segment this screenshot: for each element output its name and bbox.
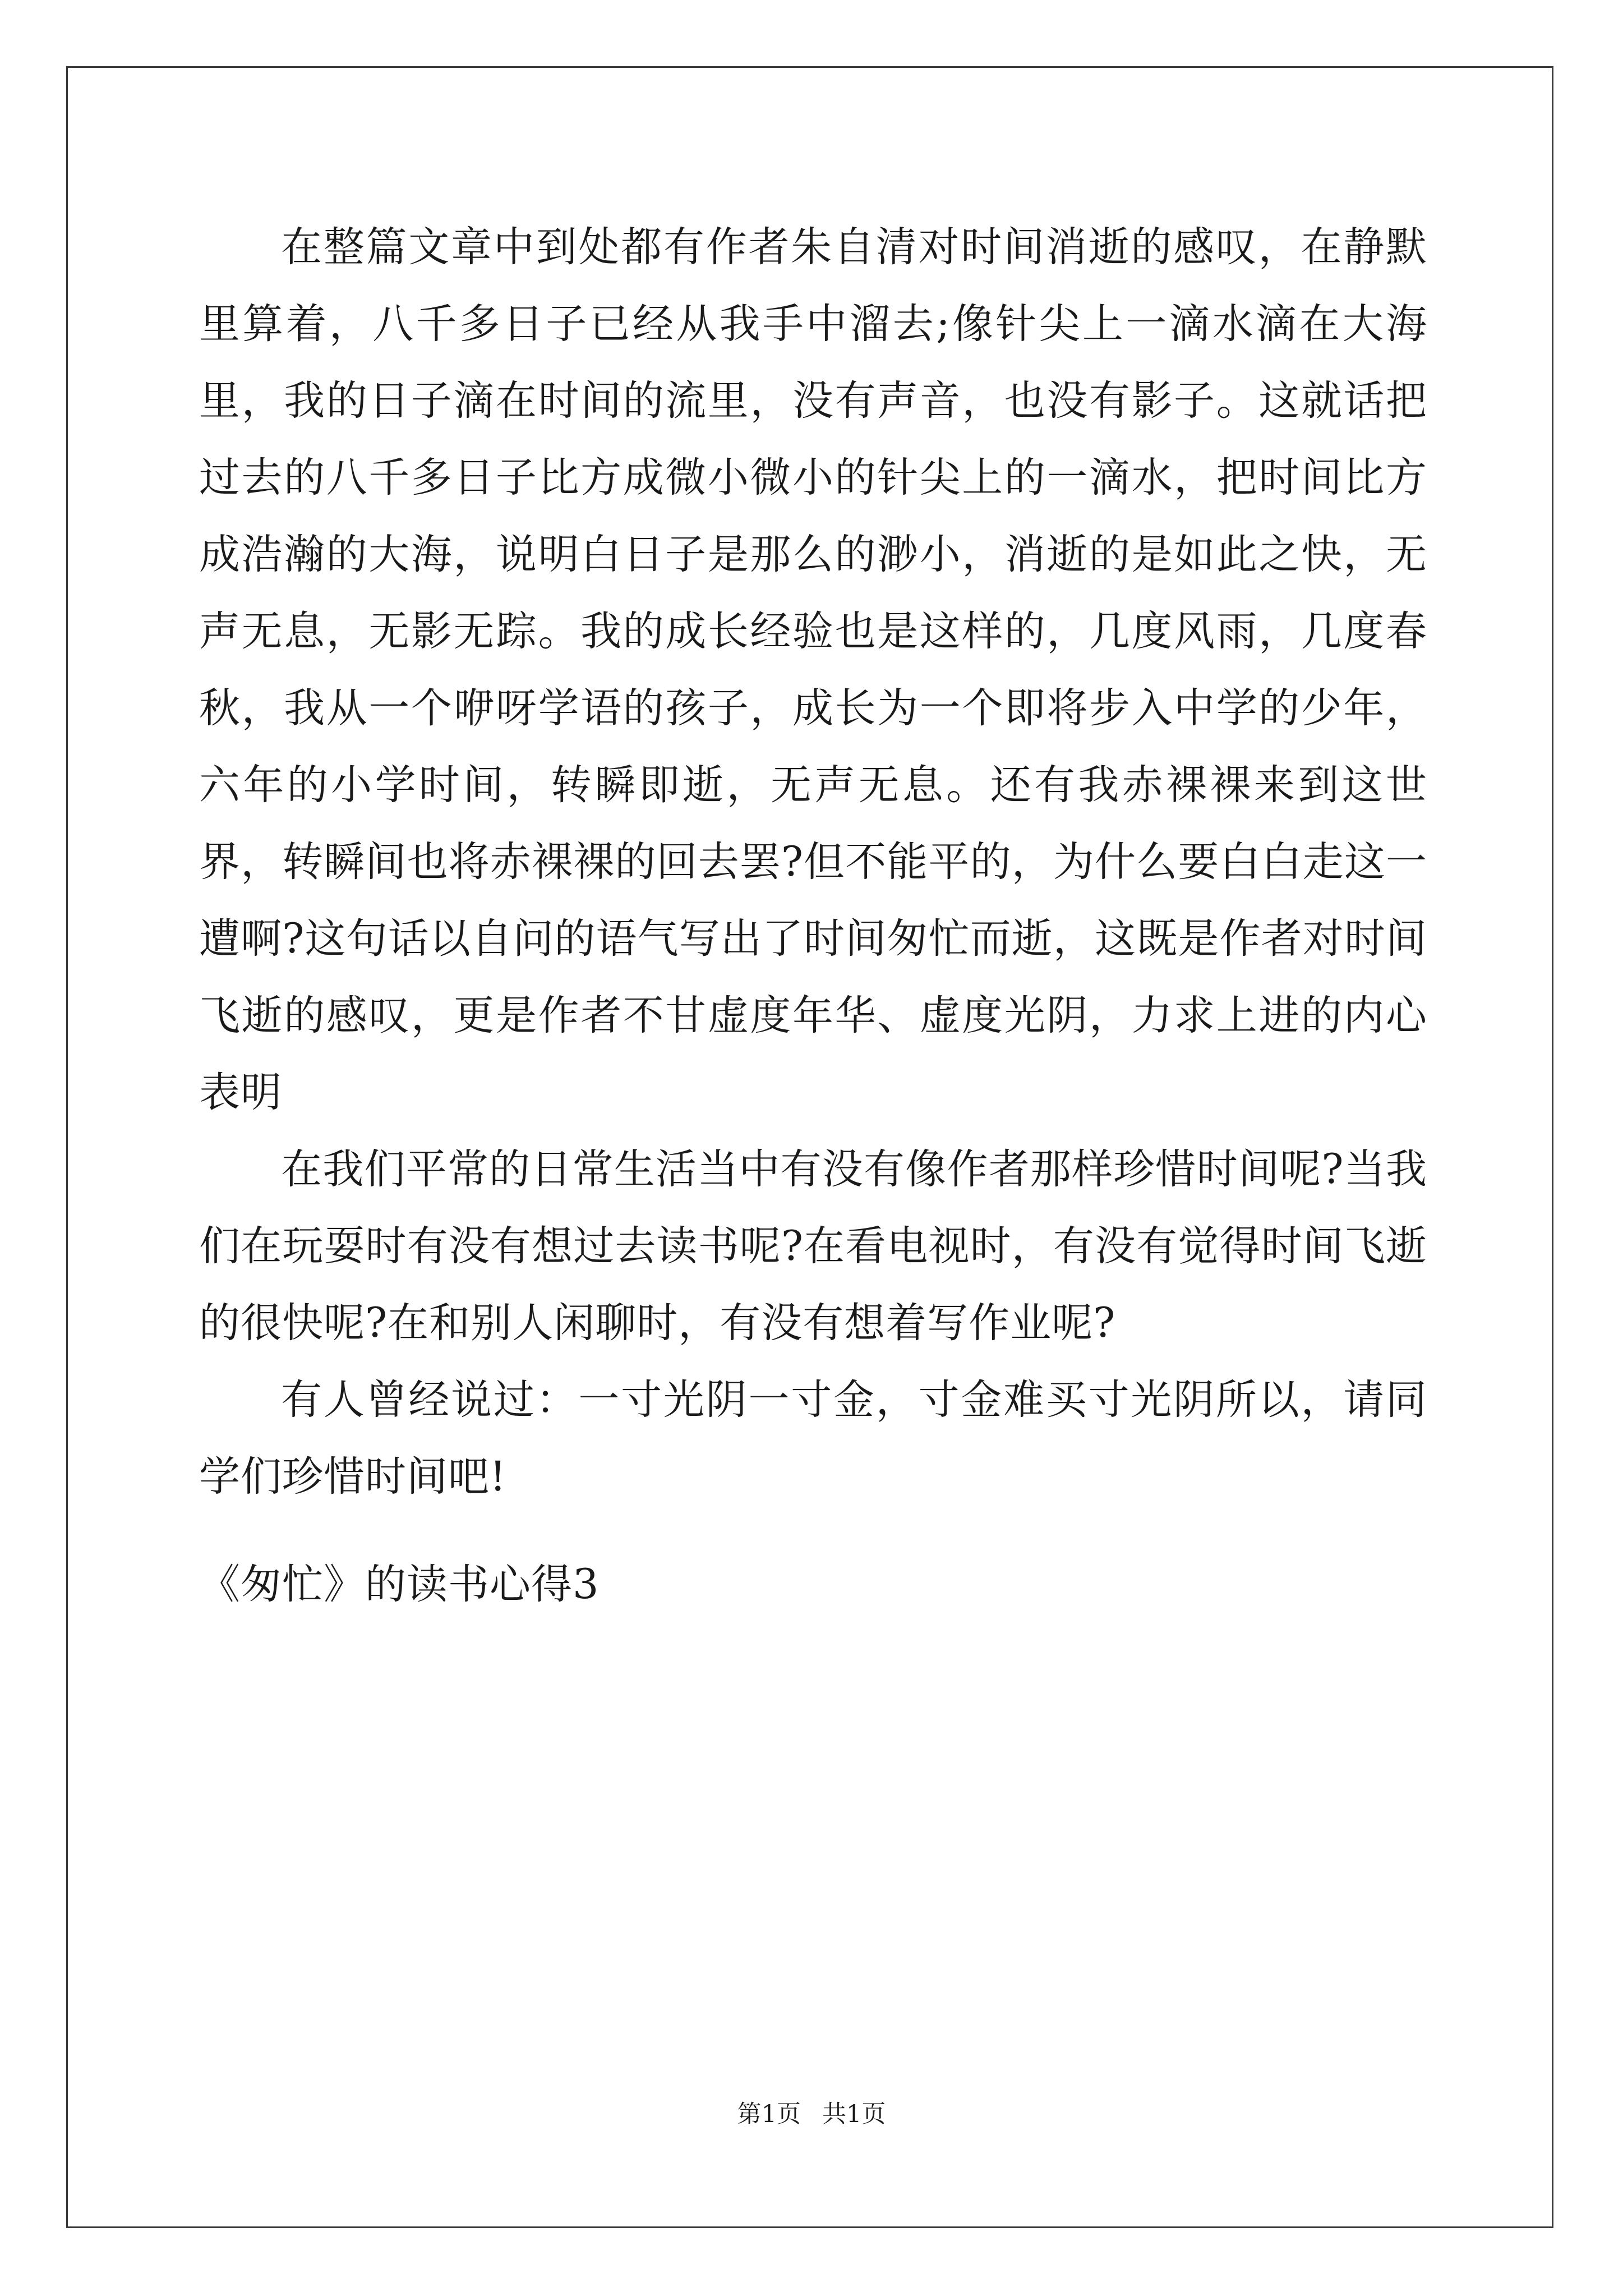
- page-total: 共1页: [822, 2100, 886, 2128]
- paragraph-1: 在整篇文章中到处都有作者朱自清对时间消逝的感叹，在静默里算着，八千多日子已经从我手中溜去;像针尖上一滴水滴在大海里，我的日子滴在时间的流里，没有声音，也没有影子。这就话把过去的八千多日子比方成微小微小的针尖上的一滴水，把时间比方成浩瀚的大海，说明白日子是那么的渺小，消逝的是如此之快，无声无息，无影无踪。我的成长经验也是这样的，几度风雨，几度春秋，我从一个咿呀学语的孩子，成长为一个即将步入中学的少年，六年的小学时间，转瞬即逝，无声无息。还有我赤裸裸来到这世界，转瞬间也将赤裸裸的回去罢?但不能平的，为什么要白白走这一遭啊?这句话以自问的语气写出了时间匆忙而逝，这既是作者对时间飞逝的感叹，更是作者不甘虚度年华、虚度光阴，力求上进的内心表明: [199, 223, 1427, 1116]
- paragraph-3: 有人曾经说过：一寸光阴一寸金，寸金难买寸光阴所以，请同学们珍惜时间吧!: [199, 1376, 1427, 1501]
- page-footer: [0, 2095, 1623, 2129]
- document-body: [199, 209, 1427, 1623]
- page-number: 第1页: [737, 2100, 801, 2128]
- section-heading: 《匆忙》的读书心得3: [199, 1561, 600, 1608]
- paragraph-2: 在我们平常的日常生活当中有没有像作者那样珍惜时间呢?当我们在玩耍时有没有想过去读书呢?在看电视时，有没有觉得时间飞逝的很快呢?在和别人闲聊时，有没有想着写作业呢?: [199, 1145, 1427, 1347]
